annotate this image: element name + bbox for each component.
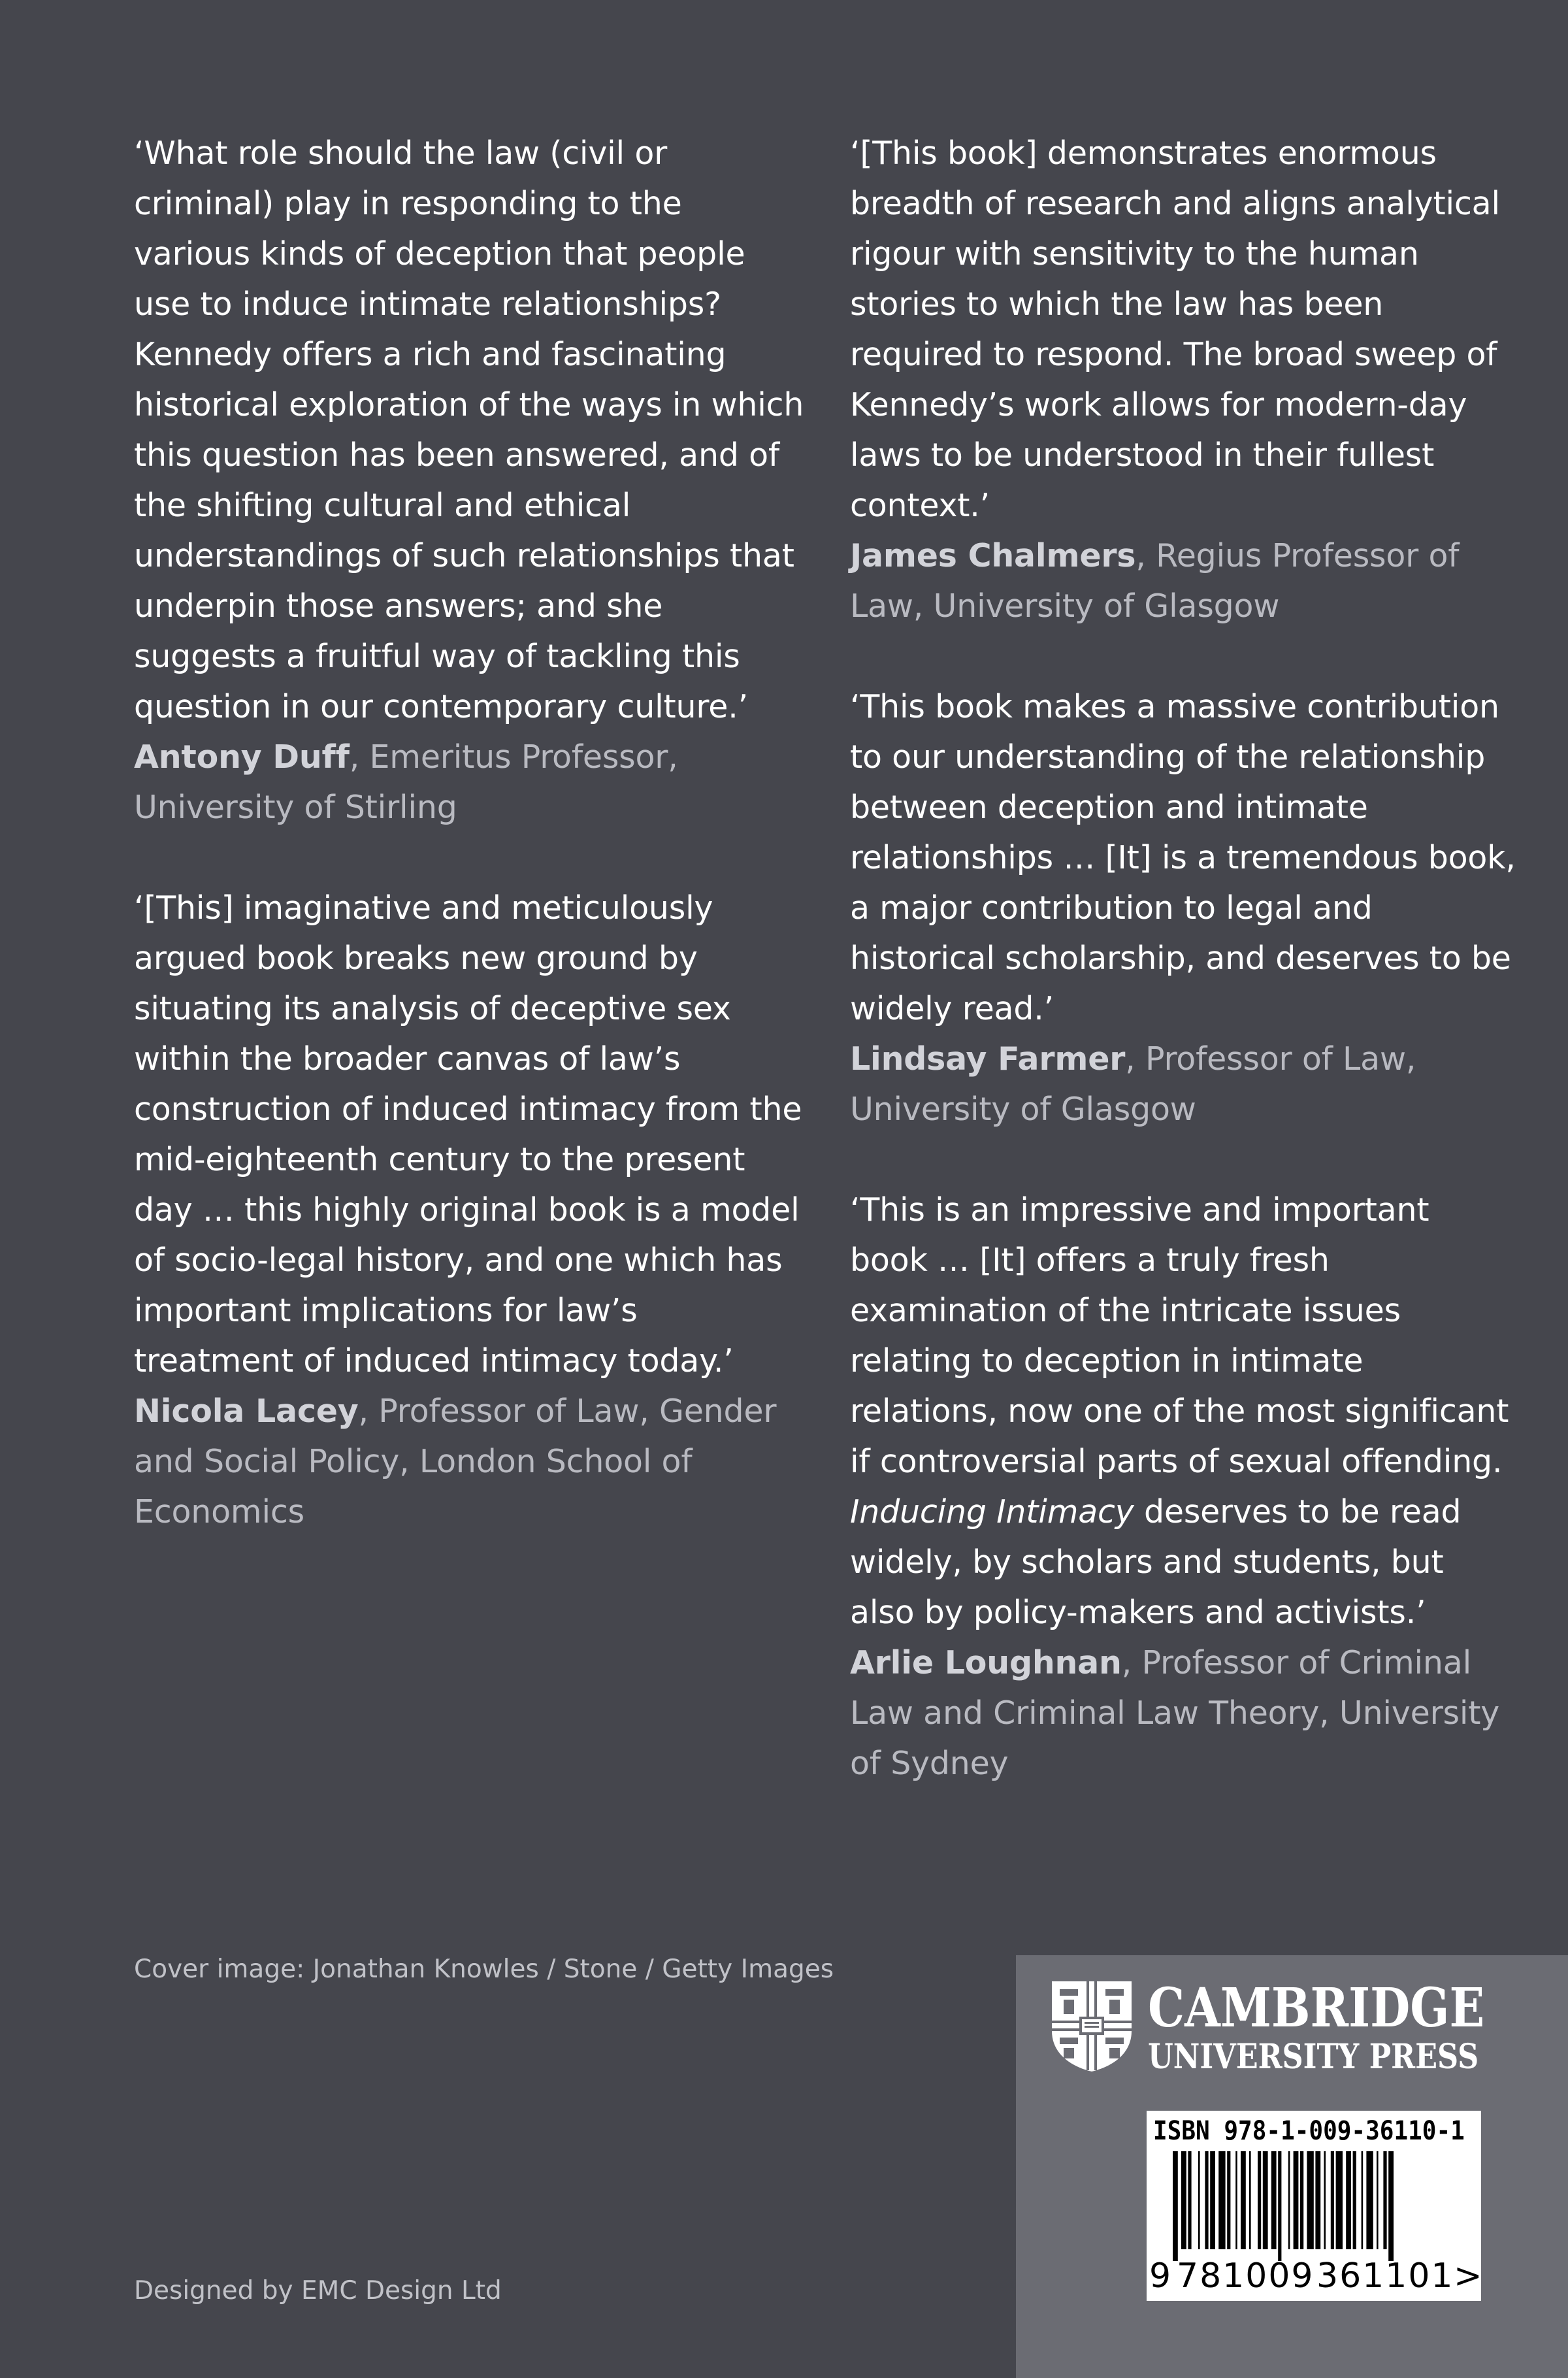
barcode-bar: [1294, 2151, 1299, 2249]
endorsement-loughnan: [850, 1185, 1516, 1789]
endorser-affiliation: , Professor of Criminal Law and Criminal Law Theory, University of Sydney: [850, 1644, 1500, 1782]
endorsement-quote: ‘What role should the law (civil or criminal) play in responding to the various kinds of deception that people use to induce intimate relationships? Kennedy offers a rich and fascinating historical exploration of the ways in which this question has been answered, and of the shifting cultural and ethical understandings of such relationships that underpin those answers; and she suggests a fruitful way of tackling this question in our contemporary culture.’: [134, 135, 804, 725]
barcode-bar: [1331, 2151, 1334, 2249]
endorser-name: Antony Duff: [134, 738, 350, 776]
endorsement-attribution: [134, 732, 807, 833]
endorser-affiliation: , Professor of Law, Gender and Social Policy, London School of Economics: [134, 1393, 777, 1530]
barcode-bar: [1388, 2151, 1394, 2261]
barcode-bar: [1300, 2151, 1303, 2249]
endorsement-chalmers: [850, 128, 1516, 631]
book-title: Inducing Intimacy: [850, 1493, 1134, 1530]
barcode-bar: [1278, 2151, 1281, 2261]
barcode-bar: [1235, 2151, 1237, 2249]
barcode-bar: [1271, 2151, 1277, 2249]
endorsement-quote: ‘[This book] demonstrates enormous breadth of research and aligns analytical rigour with sensitivity to the human stories to which the law has been required to respond. The broad sweep of Kennedy’s work allows for modern-day laws to be understood in their fullest context.’: [850, 135, 1500, 524]
endorsement-attribution: [850, 1034, 1516, 1134]
barcode-bar: [1205, 2151, 1208, 2249]
endorser-name: Nicola Lacey: [134, 1393, 359, 1430]
barcode-bar: [1241, 2151, 1246, 2249]
barcode-bar: [1336, 2151, 1343, 2249]
barcode-digits-right: 361101: [1316, 2256, 1454, 2296]
endorsement-quote: ‘This book makes a massive contribution to our understanding of the relationship between deception and intimate relationships … [It] is a tremendous book, a major contribution to legal and historical scholarship, and deserves to be widely read.’: [850, 688, 1516, 1027]
endorsement-quote: [850, 1185, 1516, 1638]
barcode-bars: [1153, 2151, 1475, 2261]
isbn-label: ISBN 978-1-009-36110-1: [1153, 2116, 1465, 2146]
barcode-bar: [1383, 2151, 1386, 2249]
quote-text-before: ‘This is an impressive and important book … [It] offers a truly fresh examination of the intricate issues relating to deception in intimate relations, now one of the most significant if controversial parts of sexual offending.: [850, 1191, 1509, 1480]
barcode-bar: [1307, 2151, 1313, 2249]
endorser-name: James Chalmers: [850, 537, 1136, 574]
barcode-bar: [1324, 2151, 1326, 2249]
endorsement-lacey: [134, 883, 807, 1537]
endorsement-attribution: [134, 1386, 807, 1537]
barcode-bar: [1346, 2151, 1351, 2249]
quote-text-after: deserves to be read widely, by scholars and students, but also by policy-makers and activists.’: [850, 1493, 1462, 1631]
endorser-name: Lindsay Farmer: [850, 1040, 1126, 1078]
barcode-bar: [1181, 2151, 1186, 2249]
barcode-bar: [1263, 2151, 1268, 2249]
barcode-bar: [1198, 2151, 1200, 2249]
endorsement-farmer: [850, 682, 1516, 1134]
design-credit: Designed by EMC Design Ltd: [134, 2276, 502, 2305]
cover-image-credit: Cover image: Jonathan Knowles / Stone / Getty Images: [134, 1955, 834, 1984]
endorser-name: Arlie Loughnan: [850, 1644, 1122, 1681]
barcode-bar: [1362, 2151, 1364, 2249]
barcode-bar: [1210, 2151, 1215, 2249]
endorsements-right-column: [850, 128, 1516, 1789]
barcode-bar: [1173, 2151, 1178, 2261]
endorser-affiliation: , Professor of Law, University of Glasgow: [850, 1040, 1416, 1128]
barcode-bar: [1366, 2151, 1373, 2249]
barcode-digits-left: 781009: [1177, 2256, 1315, 2296]
barcode-bar: [1218, 2151, 1225, 2249]
endorsement-attribution: [850, 531, 1516, 631]
barcode-bar: [1249, 2151, 1251, 2249]
publisher-name-line1: CAMBRIDGE: [1148, 1977, 1485, 2039]
endorser-affiliation: , Emeritus Professor, University of Stirling: [134, 738, 678, 826]
endorsement-duff: [134, 128, 807, 833]
barcode-bar: [1188, 2151, 1191, 2249]
barcode-bar: [1353, 2151, 1356, 2249]
barcode-arrow: >: [1454, 2256, 1482, 2296]
barcode-digits: [1149, 2256, 1456, 2296]
publisher-name-line2: UNIVERSITY PRESS: [1148, 2037, 1479, 2077]
university-shield-icon: [1051, 1980, 1133, 2073]
endorsements-left-column: [134, 128, 807, 1537]
barcode-bar: [1315, 2151, 1320, 2249]
publisher-logo-text: [1148, 1979, 1546, 2077]
barcode-bar: [1377, 2151, 1379, 2249]
publisher-panel: [1016, 1955, 1568, 2378]
barcode-bar: [1227, 2151, 1230, 2249]
endorsement-quote: ‘[This] imaginative and meticulously argued book breaks new ground by situating its analysis of deceptive sex within the broader canvas of law’s construction of induced intimacy from the mid-eighteenth century to the present day … this highly original book is a model of socio-legal history, and one which has important implications for law’s treatment of induced intimacy today.’: [134, 889, 802, 1379]
barcode-digit-first: 9: [1149, 2256, 1171, 2296]
barcode-bar: [1288, 2151, 1290, 2249]
barcode-bar: [1258, 2151, 1261, 2249]
isbn-barcode: [1147, 2111, 1481, 2301]
endorsement-attribution: [850, 1638, 1516, 1789]
endorser-affiliation: , Regius Professor of Law, University of Glasgow: [850, 537, 1460, 625]
